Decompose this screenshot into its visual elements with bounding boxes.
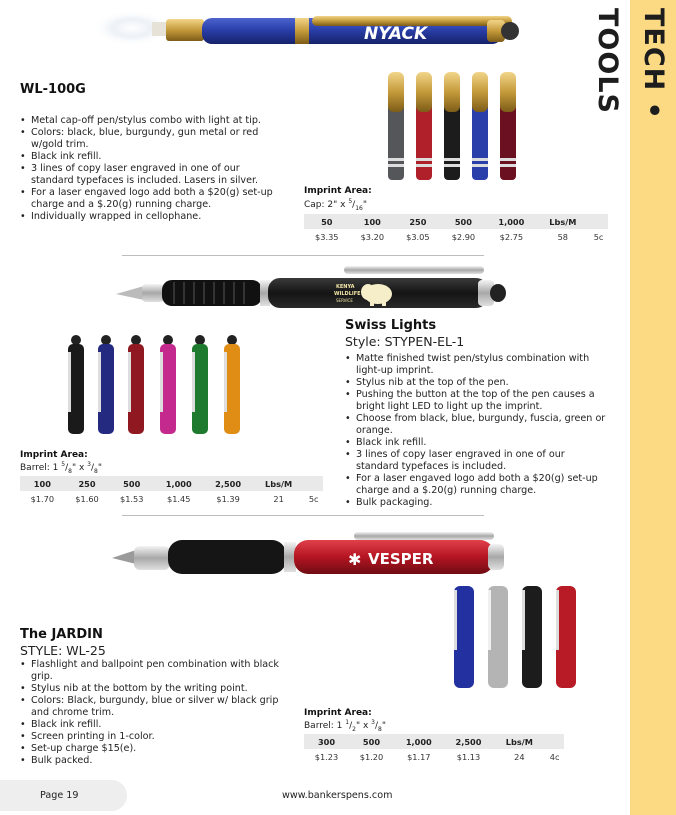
page-number: Page 19: [40, 790, 79, 801]
table-header-row: [304, 734, 564, 749]
table-cell: $1.39: [216, 494, 240, 504]
list-item: • Colors: Black, burgundy, blue or silver w/ black grip and chrome trim.: [20, 695, 280, 719]
jardin-price-table: [304, 734, 564, 765]
pen-variant-silver: [488, 586, 508, 688]
table-cell: $1.70: [30, 494, 55, 504]
pen-variant-orange: [224, 335, 240, 434]
imprint-mid: " x: [355, 721, 372, 731]
pen-variant-fuscia: [160, 335, 176, 434]
list-item: • For a laser engaved logo add both a $20(g) set-up charge and a $.20(g) running charge.: [20, 187, 285, 211]
table-row: [304, 749, 564, 765]
jardin-color-variants: [452, 586, 582, 690]
wl100g-pen-imprint: NYACK: [364, 24, 428, 44]
section-divider: [122, 515, 484, 516]
table-header: [545, 734, 564, 749]
pen-variant-black: [444, 72, 460, 180]
jardin-imprint-label: Imprint Area:: [304, 708, 372, 718]
table-cell: $2.90: [451, 232, 476, 242]
table-header: 2,500: [444, 734, 494, 749]
table-header: 300: [304, 734, 349, 749]
imprint-suffix: ": [362, 200, 367, 210]
table-cell: $2.75: [499, 232, 524, 242]
table-cell: $1.45: [167, 494, 191, 504]
table-cell: 58: [557, 232, 569, 242]
table-cell: 24: [514, 752, 525, 762]
list-item: • Stylus nib at the top of the pen.: [345, 377, 610, 389]
swiss-lights-style: Style: STYPEN-EL-1: [345, 334, 465, 349]
imprint-num: 1: [345, 719, 350, 726]
table-header: [589, 214, 608, 229]
table-header: 250: [65, 476, 110, 491]
list-item: • 3 lines of copy laser engraved in one of our standard typefaces is included. Lasers in silver.: [20, 163, 285, 187]
wl100g-color-variants: [382, 72, 522, 182]
list-item: • Individually wrapped in cellophane.: [20, 211, 285, 223]
jardin-style: STYLE: WL-25: [20, 643, 106, 658]
table-cell: $1.23: [314, 752, 339, 762]
table-header: 100: [350, 214, 396, 229]
list-item: • For a laser engaved logo add both a $20(g) set-up charge and a $.20(g) running charge.: [345, 473, 610, 497]
wl100g-price-table: [304, 214, 608, 245]
wl100g-imprint-label: Imprint Area:: [304, 186, 372, 196]
list-item: • Choose from black, blue, burgundy, fuscia, green or orange.: [345, 413, 610, 437]
table-cell: $1.20: [359, 752, 384, 762]
imprint-num-2: 3: [371, 719, 375, 726]
swiss-lights-price-table: [20, 476, 323, 507]
swiss-lights-features: [345, 353, 610, 509]
table-row: [304, 229, 608, 245]
jardin-pen-image: [112, 528, 510, 586]
table-header: 1,000: [394, 734, 444, 749]
wl100g-features: [20, 115, 285, 223]
imprint-mid: " x: [71, 463, 88, 473]
table-header: 2,500: [203, 476, 252, 491]
imprint-prefix: Cap: 2" x: [304, 200, 349, 210]
swiss-lights-imprint-label: Imprint Area:: [20, 450, 88, 460]
table-cell: $3.05: [406, 232, 430, 242]
kenya-imprint-line-3: SERVICE: [336, 298, 353, 303]
imprint-prefix: Barrel: 1: [304, 721, 346, 731]
list-item: • Bulk packaging.: [345, 497, 610, 509]
table-cell: 5c: [308, 494, 319, 504]
jardin-title: The JARDIN: [20, 627, 103, 642]
wl100g-imprint-area: Cap: 2" x $^5/_{16}$": [304, 198, 367, 212]
pen-variant-burgundy: [128, 335, 144, 434]
table-row: [20, 491, 323, 507]
jardin-features: [20, 659, 280, 767]
list-item: • Metal cap-off pen/stylus combo with light at tip.: [20, 115, 285, 127]
jardin-star-icon: ✱: [348, 550, 362, 569]
list-item: • Flashlight and ballpoint pen combination with black grip.: [20, 659, 280, 683]
list-item: • Stylus nib at the bottom by the writing point.: [20, 683, 280, 695]
kenya-imprint-line-1: KENYA: [336, 284, 355, 290]
imprint-num-2: 3: [87, 461, 91, 468]
pen-variant-blue: [472, 72, 488, 180]
list-item: • Screen printing in 1-color.: [20, 731, 280, 743]
footer-url[interactable]: www.bankerspens.com: [282, 790, 393, 801]
imprint-den-2: 8: [94, 467, 98, 475]
imprint-den: 8: [68, 467, 72, 475]
table-header: 1,000: [486, 214, 536, 229]
list-item: • Bulk packed.: [20, 755, 280, 767]
table-header: [304, 476, 323, 491]
list-item: • 3 lines of copy laser engraved in one of our standard typefaces is included.: [345, 449, 610, 473]
list-item: • Colors: black, blue, burgundy, gun metal or red w/gold trim.: [20, 127, 285, 151]
table-header: 250: [395, 214, 441, 229]
imprint-suffix: ": [381, 721, 386, 731]
wl100g-title: WL-100G: [20, 82, 86, 97]
kenya-imprint-line-2: WILDLIFE: [334, 291, 361, 297]
list-item: • Pushing the button at the top of the pen causes a bright light LED to light up the imprint.: [345, 389, 610, 413]
table-header: 500: [349, 734, 394, 749]
table-cell: $1.13: [456, 752, 481, 762]
pen-variant-gunmetal: [388, 72, 404, 180]
section-divider: [122, 255, 484, 256]
list-item: • Black ink refill.: [20, 719, 280, 731]
pen-variant-blue: [454, 586, 474, 688]
table-cell: 5c: [593, 232, 604, 242]
list-item: • Set-up charge $15(e).: [20, 743, 280, 755]
table-header: 500: [109, 476, 154, 491]
jardin-imprint-area: Barrel: 1 $^1/_2$" x $^3/_8$": [304, 719, 386, 733]
pen-variant-burgundy: [500, 72, 516, 180]
imprint-den: 2: [352, 725, 356, 733]
table-header-row: [20, 476, 323, 491]
table-cell: $1.60: [75, 494, 99, 504]
list-item: • Matte finished twist pen/stylus combination with light-up imprint.: [345, 353, 610, 377]
pen-variant-black: [522, 586, 542, 688]
imprint-den: 16: [355, 204, 363, 212]
table-cell: 21: [273, 494, 284, 504]
pen-variant-green: [192, 335, 208, 434]
imprint-num: 5: [61, 461, 66, 468]
table-cell: $3.35: [315, 232, 339, 242]
wl100g-pen-image: [92, 6, 522, 62]
table-cell: 4c: [549, 752, 560, 762]
table-header: Lbs/M: [537, 214, 590, 229]
jardin-pen-imprint: VESPER: [368, 550, 434, 568]
pen-variant-blue: [98, 335, 114, 434]
table-cell: $1.17: [407, 752, 431, 762]
imprint-suffix: ": [97, 463, 102, 473]
imprint-num: 5: [348, 198, 353, 205]
table-header-row: [304, 214, 608, 229]
list-item: • Black ink refill.: [20, 151, 285, 163]
table-header: 100: [20, 476, 65, 491]
table-header: 1,000: [154, 476, 203, 491]
table-header: 50: [304, 214, 350, 229]
section-title: TECH • TOOLS: [592, 8, 669, 120]
table-header: Lbs/M: [493, 734, 545, 749]
table-cell: $1.53: [119, 494, 144, 504]
swiss-lights-pen-image: [116, 262, 512, 314]
pen-variant-black: [68, 335, 84, 434]
pen-variant-burgundy: [556, 586, 576, 688]
pen-variant-red: [416, 72, 432, 180]
table-header: Lbs/M: [253, 476, 305, 491]
list-item: • Black ink refill.: [345, 437, 610, 449]
imprint-den-2: 8: [378, 725, 382, 733]
swiss-lights-imprint-area: Barrel: 1 $^5/_8$" x $^3/_8$": [20, 461, 102, 475]
table-cell: $3.20: [360, 232, 385, 242]
table-header: 500: [441, 214, 487, 229]
swiss-lights-title: Swiss Lights: [345, 318, 437, 333]
swiss-lights-color-variants: [64, 334, 249, 434]
imprint-prefix: Barrel: 1: [20, 463, 62, 473]
